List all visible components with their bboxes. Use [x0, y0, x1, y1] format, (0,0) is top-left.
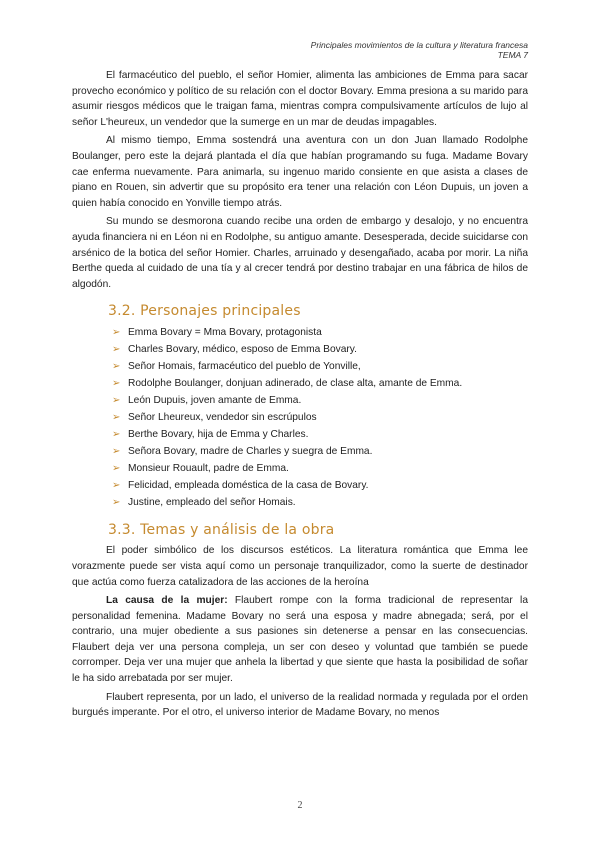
list-item: ➢ Monsieur Rouault, padre de Emma.: [112, 460, 528, 477]
arrow-bullet-icon: ➢: [112, 480, 121, 492]
running-header: [311, 40, 528, 60]
paragraph: El farmacéutico del pueblo, el señor Homier, alimenta las ambiciones de Emma para sacar provecho económico y político de su relación con el doctor Bovary. Emma presiona a su marido para asumir riesgos médicos que le traigan fama, mientras compra compulsivamente artículos de lujo al señor L'heureux, un vendedor que la sumerge en un mar de deudas impagables.: [72, 70, 528, 128]
arrow-bullet-icon: ➢: [112, 395, 121, 407]
arrow-bullet-icon: ➢: [112, 446, 121, 458]
paragraph: Al mismo tiempo, Emma sostendrá una aventura con un don Juan llamado Rodolphe Boulanger, pero este la dejará plantada el día que habían programando su fuga. Madame Bovary cae enferma nuevamente. Para animarla, su ingenuo marido consiente en que asista a clases de piano en Rouen, sin advertir que su propósito era tener una relación con Léon Dupuis, un joven a quien había conocido en Yonville tiempo atrás.: [72, 135, 528, 209]
arrow-bullet-icon: ➢: [112, 361, 121, 373]
arrow-bullet-icon: ➢: [112, 344, 121, 356]
arrow-bullet-icon: ➢: [112, 327, 121, 339]
header-topic: TEMA 7: [497, 50, 528, 60]
list-item: ➢ Rodolphe Boulanger, donjuan adinerado, de clase alta, amante de Emma.: [112, 375, 528, 392]
arrow-bullet-icon: ➢: [112, 412, 121, 424]
list-item: ➢ Felicidad, empleada doméstica de la casa de Bovary.: [112, 477, 528, 494]
character-list: [112, 324, 528, 511]
arrow-bullet-icon: ➢: [112, 378, 121, 390]
paragraph: Flaubert representa, por un lado, el universo de la realidad normada y regulada por el orden burgués imperante. Por el otro, el universo interior de Madame Bovary, no menos: [72, 691, 528, 719]
arrow-bullet-icon: ➢: [112, 497, 121, 509]
list-item: ➢ Charles Bovary, médico, esposo de Emma Bovary.: [112, 341, 528, 358]
list-item: ➢ Emma Bovary = Mma Bovary, protagonista: [112, 324, 528, 341]
paragraph: Su mundo se desmorona cuando recibe una orden de embargo y desalojo, y no encuentra ayuda financiera ni en Léon ni en Rodolphe, su antiguo amante. Desesperada, decide suicidarse con arsénico de la botica del señor Homier. Charles, arruinado y desengañado, acaba por morir. La niña Berthe queda al cuidado de una tía y al crecer tendrá por destino trabajar en una fábrica de hilos de algodón.: [72, 216, 528, 290]
page-number: 2: [297, 800, 303, 811]
list-item: ➢ León Dupuis, joven amante de Emma.: [112, 392, 528, 409]
list-item: ➢ Señora Bovary, madre de Charles y suegra de Emma.: [112, 443, 528, 460]
list-item: ➢ Señor Lheureux, vendedor sin escrúpulos: [112, 409, 528, 426]
arrow-bullet-icon: ➢: [112, 429, 121, 441]
bold-lead: La causa de la mujer:: [106, 595, 228, 607]
paragraph: El poder simbólico de los discursos estéticos. La literatura romántica que Emma lee vorazmente puede ser vista aquí como un personaje tranquilizador, como la suerte de destinador que actúa como fuerza catalizadora de las acciones de la heroína: [72, 545, 528, 588]
body-text: [72, 68, 528, 724]
paragraph: La causa de la mujer: Flaubert rompe con la forma tradicional de representar la personalidad femenina. Madame Bovary no será una esposa y madre abnegada; será, por el contrario, una mujer obediente a sus pasiones sin detenerse a pensar en las consecuencias. Flaubert deja ver una persona compleja, un ser con deseo y voluntad que también se puede corromper. Deja ver una mujer que anhela la libertad y que siente que hasta la posibilidad de soñar le ha sido arrebatada por ser mujer.: [72, 595, 528, 685]
section-heading-temas: 3.3. Temas y análisis de la obra: [108, 522, 335, 539]
header-course-title: Principales movimientos de la cultura y literatura francesa: [310, 40, 528, 50]
list-item: ➢ Berthe Bovary, hija de Emma y Charles.: [112, 426, 528, 443]
list-item: ➢ Señor Homais, farmacéutico del pueblo de Yonville,: [112, 358, 528, 375]
list-item: ➢ Justine, empleado del señor Homais.: [112, 494, 528, 511]
arrow-bullet-icon: ➢: [112, 463, 121, 475]
section-heading-personajes: 3.2. Personajes principales: [108, 303, 301, 320]
